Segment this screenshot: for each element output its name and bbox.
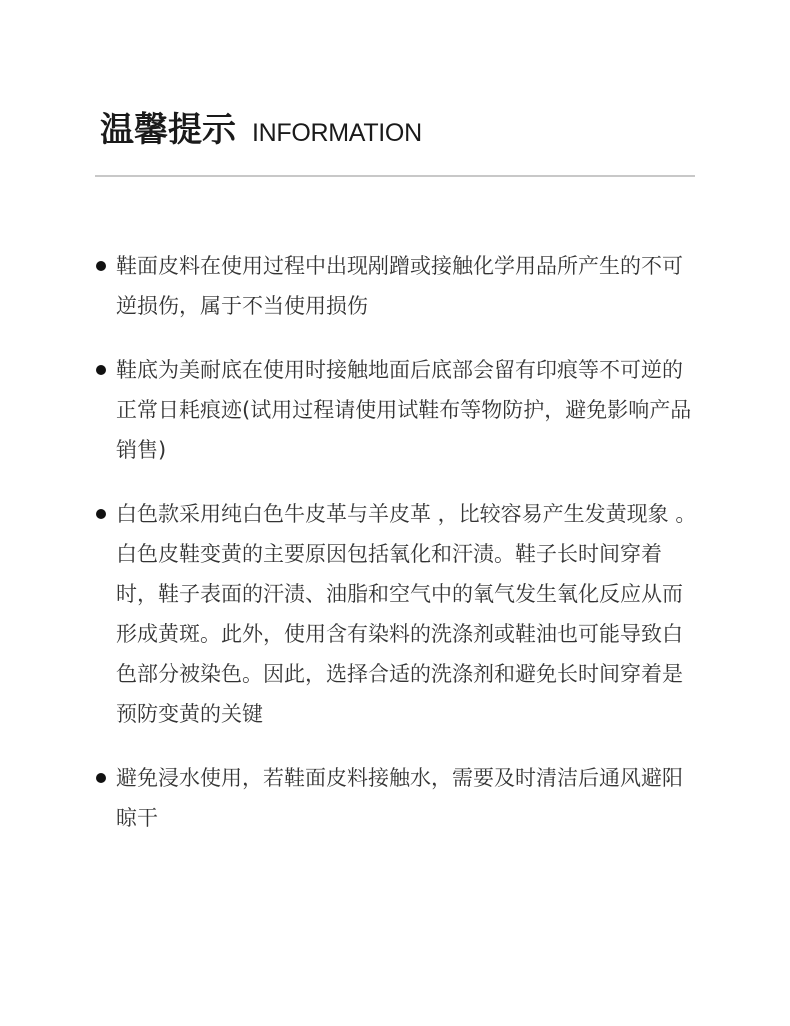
bullet-icon	[96, 261, 106, 271]
bullet-icon	[96, 365, 106, 375]
page-header	[100, 102, 422, 151]
note-text: 避免浸水使用，若鞋面皮料接触水，需要及时清洁后通风避阳晾干	[116, 766, 683, 830]
notes-list	[94, 246, 700, 862]
bullet-icon	[96, 509, 106, 519]
list-item	[94, 758, 700, 838]
list-item	[94, 350, 700, 470]
page-subtitle: INFORMATION	[252, 119, 422, 147]
bullet-icon	[96, 773, 106, 783]
note-text: 鞋底为美耐底在使用时接触地面后底部会留有印痕等不可逆的正常日耗痕迹(试用过程请使用试鞋布等物防护，避免影响产品销售)	[116, 358, 692, 462]
header-divider	[95, 175, 695, 177]
list-item	[94, 494, 700, 734]
page-title: 温馨提示	[100, 110, 236, 150]
note-text: 鞋面皮料在使用过程中出现剐蹭或接触化学用品所产生的不可逆损伤，属于不当使用损伤	[116, 254, 683, 318]
note-text: 白色款采用纯白色牛皮革与羊皮革 ，比较容易产生发黄现象 。白色皮鞋变黄的主要原因包括氧化和汗渍。鞋子长时间穿着时，鞋子表面的汗渍、油脂和空气中的氧气发生氧化反应从而形成黄斑。此外，使用含有染料的洗涤剂或鞋油也可能导致白色部分被染色。因此，选择合适的洗涤剂和避免长时间穿着是预防变黄的关键	[116, 502, 697, 726]
list-item	[94, 246, 700, 326]
